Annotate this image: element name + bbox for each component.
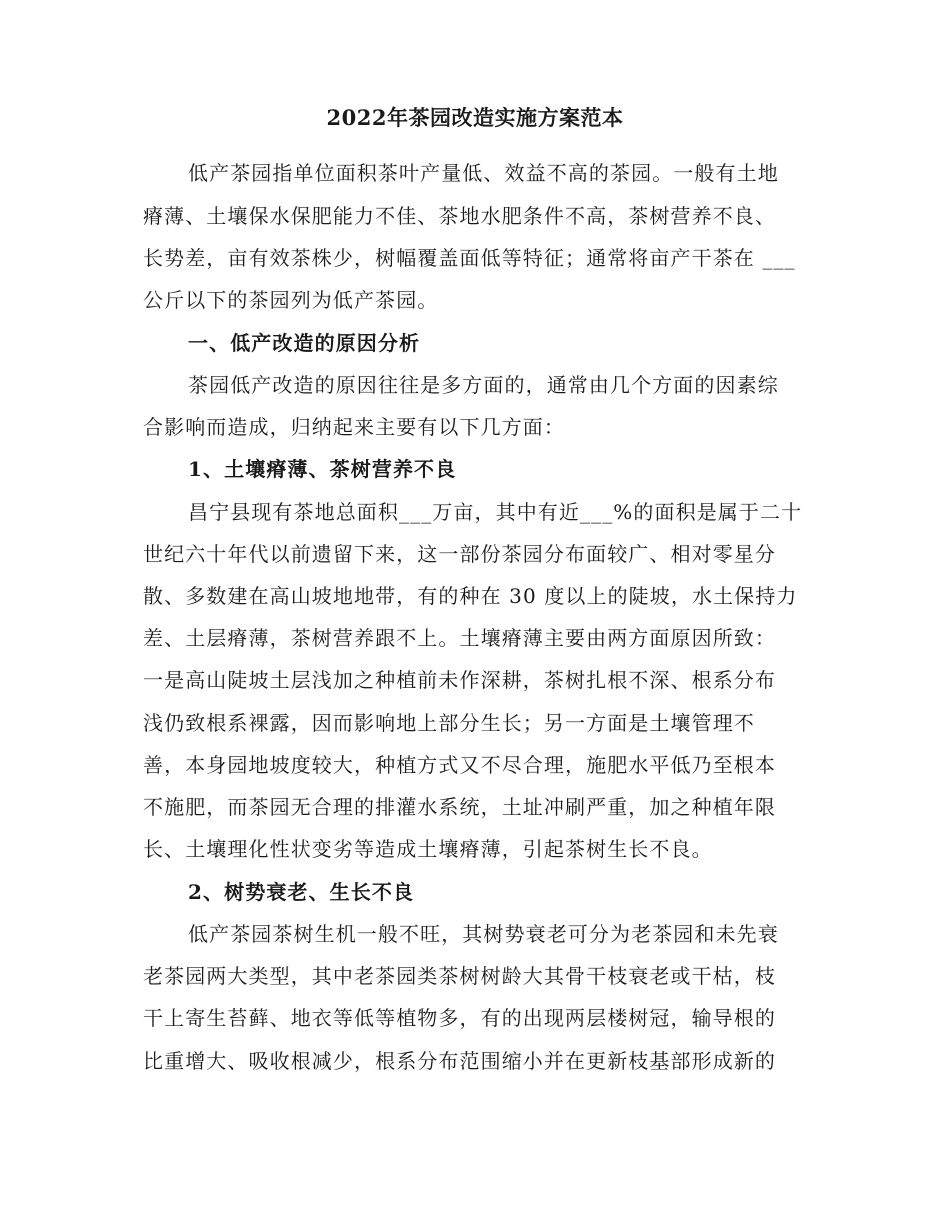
paragraph-line: 干上寄生苔藓、地衣等低等植物多，有的出现两层楼树冠，输导根的 <box>143 1006 776 1030</box>
paragraph-line: 茶园低产改造的原因往往是多方面的，通常由几个方面的因素综 <box>188 373 779 397</box>
paragraph-line: 世纪六十年代以前遗留下来，这一部份茶园分布面较广、相对零星分 <box>143 542 776 566</box>
paragraph-line: 长、土壤理化性状变劣等造成土壤瘠薄，引起茶树生长不良。 <box>143 837 713 861</box>
paragraph-line: 善，本身园地坡度较大，种植方式又不尽合理，施肥水平低乃至根本 <box>143 753 776 777</box>
subsection-heading: 1、土壤瘠薄、茶树营养不良 <box>188 457 457 481</box>
paragraph-line: 散、多数建在高山坡地地带，有的种在 30 度以上的陡坡，水土保持力 <box>143 584 798 608</box>
paragraph-line: 合影响而造成，归纳起来主要有以下几方面： <box>143 415 565 439</box>
paragraph-line: 低产茶园指单位面积茶叶产量低、效益不高的茶园。一般有土地 <box>188 161 779 185</box>
paragraph-line: 比重增大、吸收根减少，根系分布范围缩小并在更新枝基部形成新的 <box>143 1049 776 1073</box>
paragraph-line: 低产茶园茶树生机一般不旺，其树势衰老可分为老茶园和未先衰 <box>188 922 779 946</box>
paragraph-line: 不施肥，而茶园无合理的排灌水系统，土址冲刷严重，加之种植年限 <box>143 795 776 819</box>
paragraph-line: 一是高山陡坡土层浅加之种植前未作深耕，茶树扎根不深、根系分布 <box>143 668 776 692</box>
section-heading: 一、低产改造的原因分析 <box>188 331 421 355</box>
paragraph-line: 长势差，亩有效茶株少，树幅覆盖面低等特征；通常将亩产干茶在 ___ <box>143 246 796 270</box>
paragraph-line: 老茶园两大类型，其中老茶园类茶树树龄大其骨干枝衰老或干枯，枝 <box>143 964 776 988</box>
paragraph-line: 瘠薄、土壤保水保肥能力不佳、茶地水肥条件不高，茶树营养不良、 <box>143 204 776 228</box>
paragraph-line: 公斤以下的茶园列为低产茶园。 <box>143 288 439 312</box>
paragraph-line: 差、土层瘠薄，茶树营养跟不上。土壤瘠薄主要由两方面原因所致： <box>143 626 776 650</box>
paragraph-line: 昌宁县现有茶地总面积___万亩，其中有近___%的面积是属于二十 <box>188 500 803 524</box>
document-title: 2022年茶园改造实施方案范本 <box>326 105 624 130</box>
paragraph-line: 浅仍致根系裸露，因而影响地上部分生长；另一方面是土壤管理不 <box>143 711 755 735</box>
subsection-heading: 2、树势衰老、生长不良 <box>188 880 415 904</box>
